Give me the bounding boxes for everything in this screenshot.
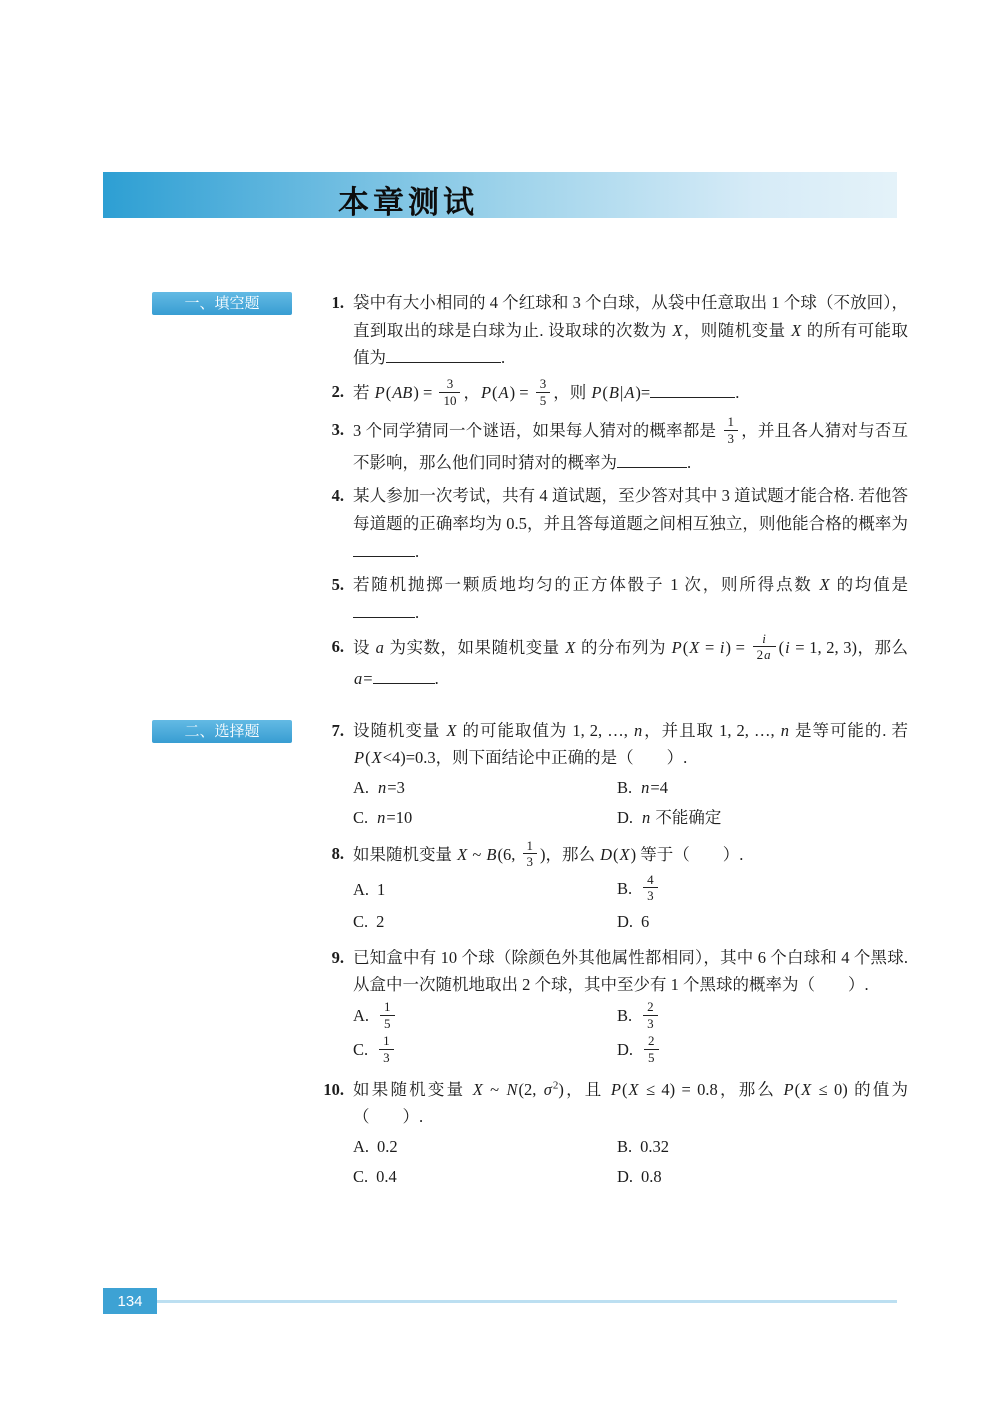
question-text: 已知盒中有 10 个球（除颜色外其他属性都相同），其中 6 个白球和 4 个黑球. 从盒中一次随机地取出 2 个球，其中至少有 1 个黑球的概率为（ ）. A. $\frac{1}{5}$ B. $\frac{2}{3}$ C. $\frac{1}{3}$ D. $\frac{2}{5}$ xyxy=(353,944,908,1070)
choice-label: A. xyxy=(353,1006,370,1026)
math-variable: X xyxy=(472,1079,483,1099)
fraction-numerator: 2 xyxy=(647,999,654,1015)
choice-label: C. xyxy=(353,912,369,931)
choice-D xyxy=(617,1035,908,1067)
math-variable: P xyxy=(374,383,385,403)
fraction-denominator: 3 xyxy=(643,1015,658,1032)
math-variable: AB xyxy=(392,383,413,403)
answer-blank xyxy=(386,348,501,363)
question-10 xyxy=(320,1076,908,1193)
question-text: 如果随机变量 X ~ B(6, $\frac{1}{3}$ )，那么 D(X) 等于（ ）. A. 1 B. $\frac{4}{3}$ C. 2 D. 6 xyxy=(353,840,908,938)
choice-D xyxy=(617,1163,908,1191)
choice-label: B. xyxy=(617,1136,633,1156)
math-variable: P xyxy=(671,637,682,657)
choice-label: D. xyxy=(617,807,634,827)
math-variable: N xyxy=(506,1079,518,1099)
choice-text: 0.4 xyxy=(376,1166,397,1186)
choice-text xyxy=(377,999,398,1031)
answer-blank xyxy=(353,603,415,618)
fraction-denominator: 3 xyxy=(379,1049,394,1066)
math-variable: i xyxy=(719,637,725,657)
choice-text xyxy=(376,1033,397,1065)
math-variable: X xyxy=(801,1079,812,1099)
math-variable: X xyxy=(446,720,457,740)
answer-blank xyxy=(373,669,435,684)
question-3 xyxy=(320,416,908,476)
math-variable: P xyxy=(783,1079,794,1099)
math-variable: P xyxy=(591,383,602,403)
question-2 xyxy=(320,378,908,410)
footer-rule xyxy=(157,1300,897,1303)
question-8 xyxy=(320,837,908,938)
math-variable: n xyxy=(780,720,789,740)
fraction xyxy=(439,376,460,408)
math-variable: A xyxy=(498,383,509,403)
chapter-banner xyxy=(103,172,897,218)
choice-text xyxy=(641,1033,662,1065)
choice-label: C. xyxy=(353,807,369,827)
question-5 xyxy=(320,571,908,626)
math-variable: X xyxy=(819,575,830,595)
math-variable: P xyxy=(354,748,365,768)
choice-row xyxy=(353,1035,908,1067)
choice-text: n 不能确定 xyxy=(642,807,722,827)
choice-C xyxy=(353,804,617,832)
choice-row xyxy=(353,1163,908,1191)
question-7 xyxy=(320,717,908,834)
math-variable: X xyxy=(457,844,468,864)
fraction xyxy=(523,838,538,870)
answer-blank xyxy=(650,383,735,398)
question-text: 设 a 为实数，如果随机变量 X 的分布列为 P(X = i) = $\frac{i}{2a}$ (i = 1, 2, 3)，那么 a= . xyxy=(353,630,909,689)
question-number: 8. xyxy=(331,843,344,863)
fraction-numerator: 3 xyxy=(539,376,547,392)
choice-label: A. xyxy=(353,1136,370,1156)
choices xyxy=(353,1001,908,1067)
choice-label: A. xyxy=(353,778,370,798)
choice-A xyxy=(353,1133,617,1161)
choice-label: D. xyxy=(617,1040,634,1060)
fraction-denominator: 10 xyxy=(439,392,460,409)
math-variable: P xyxy=(610,1079,621,1099)
choice-B xyxy=(617,774,908,802)
choice-B xyxy=(617,1001,908,1033)
question-text: 设随机变量 X 的可能取值为 1, 2, …, n，并且取 1, 2, …, n 是等可能的. 若 P(X<4)=0.3，则下面结论中正确的是（ ）. A. n=3 B. n=4 C. n=10 D. n 不能确定 xyxy=(353,717,908,834)
question-text: 某人参加一次考试，共有 4 道试题，至少答对其中 3 道试题才能合格. 若他答每道题的正确率均为 0.5，并且答每道题之间相互独立，则他能合格的概率为. xyxy=(353,486,908,561)
choices xyxy=(353,1133,908,1190)
question-text: 袋中有大小相同的 4 个红球和 3 个白球，从袋中任意取出 1 个球（不放回），直到取出的球是白球为止. 设取球的次数为 X，则随机变量 X 的所有可能取值为 . xyxy=(353,293,909,368)
fraction-numerator: 1 xyxy=(384,999,391,1015)
fraction-numerator: 1 xyxy=(526,837,533,853)
choice-text: 1 xyxy=(377,880,386,900)
question-9 xyxy=(320,944,908,1070)
math-variable: σ xyxy=(543,1079,552,1099)
choice-row xyxy=(353,804,908,832)
fraction-denominator: 3 xyxy=(643,887,658,904)
choice-label: A. xyxy=(353,880,370,900)
math-variable: a xyxy=(375,637,384,657)
choice-row xyxy=(353,774,908,802)
fraction-denominator: 5 xyxy=(644,1049,659,1066)
question-text: 若 P(AB) = $\frac{3}{10}$ ，P(A) = $\frac{3}{5}$ ，则 P(B|A)= . xyxy=(353,376,740,408)
math-variable: A xyxy=(624,383,635,403)
question-number: 6. xyxy=(331,636,344,656)
fraction xyxy=(379,1033,394,1065)
superscript: 2 xyxy=(552,1079,559,1092)
choice-C xyxy=(353,908,617,936)
question-number: 9. xyxy=(331,947,344,967)
fraction-numerator: 2 xyxy=(648,1033,655,1049)
choice-C xyxy=(353,1163,617,1191)
math-variable: B xyxy=(486,844,497,864)
math-variable: a xyxy=(354,669,363,689)
choice-row xyxy=(353,1001,908,1033)
choice-label: D. xyxy=(617,1166,634,1186)
math-variable: i xyxy=(762,630,766,646)
fraction-numerator: 3 xyxy=(446,376,454,392)
page-footer xyxy=(103,1288,897,1314)
question-number: 10. xyxy=(323,1079,344,1099)
math-variable: n xyxy=(642,807,651,827)
choices xyxy=(353,871,908,936)
section-1 xyxy=(184,289,909,693)
fraction xyxy=(753,631,776,663)
fraction-denominator: 3 xyxy=(724,430,739,447)
fraction-numerator: 1 xyxy=(727,414,735,430)
question-number: 4. xyxy=(331,486,344,506)
section-label-1: 一、填空题 xyxy=(152,292,292,315)
math-variable: X xyxy=(672,320,683,340)
choice-text: n=10 xyxy=(377,807,413,827)
questions-area xyxy=(184,289,909,1198)
math-variable: P xyxy=(480,383,492,403)
choice-label: D. xyxy=(617,912,634,931)
choice-text: 2 xyxy=(376,912,385,931)
math-variable: n xyxy=(641,778,650,798)
choice-D xyxy=(617,804,908,832)
fraction-numerator: 1 xyxy=(383,1033,390,1049)
choice-A xyxy=(353,1001,617,1033)
choices xyxy=(353,774,908,831)
answer-blank xyxy=(617,453,687,468)
choice-B xyxy=(617,871,908,906)
math-variable: X xyxy=(628,1079,639,1099)
question-number: 2. xyxy=(331,382,344,402)
math-variable: D xyxy=(600,844,613,864)
question-1 xyxy=(320,289,908,372)
fraction xyxy=(644,1033,659,1065)
fraction-denominator: 5 xyxy=(536,392,551,409)
fraction xyxy=(643,999,658,1031)
choice-text: 6 xyxy=(641,912,650,931)
choice-label: C. xyxy=(353,1040,369,1060)
question-number: 3. xyxy=(331,420,344,440)
math-variable: n xyxy=(377,807,386,827)
math-variable: B xyxy=(608,383,620,403)
choice-label: B. xyxy=(617,878,633,898)
page-number: 134 xyxy=(103,1288,157,1314)
question-number: 1. xyxy=(331,293,344,312)
choice-text: n=3 xyxy=(378,778,405,798)
choice-text xyxy=(640,871,661,904)
choice-A xyxy=(353,774,617,802)
math-variable: X xyxy=(565,637,576,657)
choice-label: C. xyxy=(353,1166,369,1186)
choice-A xyxy=(353,876,617,904)
choice-text: 0.2 xyxy=(377,1136,398,1156)
choice-row xyxy=(353,908,908,936)
math-variable: n xyxy=(378,778,387,798)
fraction-denominator: 3 xyxy=(523,853,538,870)
choice-row xyxy=(353,871,908,906)
math-variable: X xyxy=(689,637,700,657)
fraction xyxy=(724,414,739,446)
choice-text xyxy=(640,999,661,1031)
choice-text: 0.8 xyxy=(641,1166,662,1186)
fraction xyxy=(643,872,658,904)
choice-label: B. xyxy=(617,778,633,798)
math-variable: a xyxy=(764,647,771,663)
choice-D xyxy=(617,908,908,936)
question-text: 3 个同学猜同一个谜语，如果每人猜对的概率都是 $\frac{1}{3}$ ，并且各人猜对与否互不影响，那么他们同时猜对的概率为 . xyxy=(353,414,909,472)
question-number: 7. xyxy=(331,720,344,740)
fraction-numerator: 4 xyxy=(647,871,654,887)
fraction-numerator xyxy=(757,631,771,647)
question-4 xyxy=(320,482,908,565)
choice-B xyxy=(617,1133,908,1161)
choice-label: B. xyxy=(617,1006,633,1026)
question-6 xyxy=(320,630,909,693)
question-text: 若随机抛掷一颗质地均匀的正方体骰子 1 次，则所得点数 X 的均值是. xyxy=(353,575,909,623)
fraction-denominator: 2a xyxy=(753,646,776,663)
math-variable: n xyxy=(633,720,643,740)
math-variable: i xyxy=(785,637,790,657)
answer-blank xyxy=(353,542,415,557)
question-text: 如果随机变量 X ~ N(2, $\sigma^2$)，且 P(X ≤ 4) = 0.8，那么 P(X ≤ 0) 的值为（ ）. A. 0.2 B. 0.32 C. 0.4 D. 0.8 xyxy=(353,1076,908,1193)
choice-row xyxy=(353,1133,908,1161)
choice-text: 0.32 xyxy=(640,1136,670,1156)
fraction xyxy=(536,376,551,408)
question-number: 5. xyxy=(331,575,344,595)
math-variable: X xyxy=(619,844,630,864)
choice-text: n=4 xyxy=(641,778,668,798)
choice-C xyxy=(353,1035,617,1067)
chapter-title: 本章测试 xyxy=(338,185,478,220)
math-variable: X xyxy=(371,748,382,768)
math-variable: X xyxy=(791,320,802,340)
fraction xyxy=(380,999,395,1031)
section-2 xyxy=(184,717,909,1193)
fraction-denominator: 5 xyxy=(380,1015,395,1032)
section-label-2: 二、选择题 xyxy=(152,720,292,743)
